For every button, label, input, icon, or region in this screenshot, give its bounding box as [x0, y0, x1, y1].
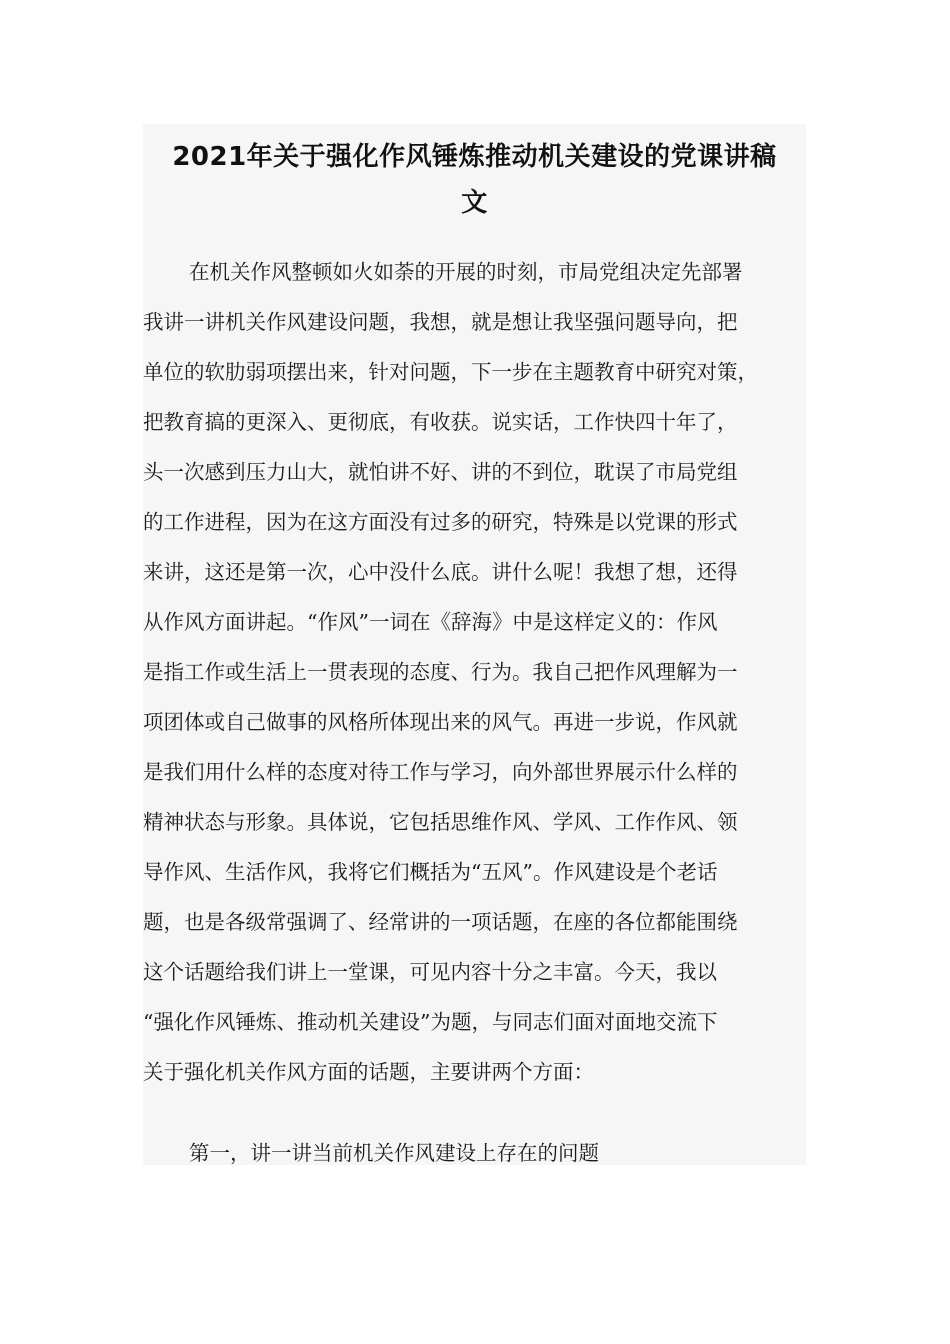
- paragraph-line: 从作风方面讲起。“作风”一词在《辞海》中是这样定义的：作风: [143, 610, 718, 634]
- title-line-2: 文: [461, 188, 488, 218]
- paragraph-line: 这个话题给我们讲上一堂课，可见内容十分之丰富。今天，我以: [143, 960, 717, 984]
- paragraph-line: 我讲一讲机关作风建设问题，我想，就是想让我坚强问题导向，把: [143, 310, 738, 334]
- paragraph-line: 把教育搞的更深入、更彻底，有收获。说实话，工作快四十年了，: [143, 410, 738, 434]
- document-body: [143, 258, 806, 1189]
- title-line-1: 2021年关于强化作风锤炼推动机关建设的党课讲稿: [172, 142, 777, 172]
- paragraph-line: “强化作风锤炼、推动机关建设”为题，与同志们面对面地交流下: [143, 1010, 718, 1034]
- paragraph-line: 在机关作风整顿如火如荼的开展的时刻，市局党组决定先部署: [189, 260, 743, 284]
- paragraph-line: 单位的软肋弱项摆出来，针对问题，下一步在主题教育中研究对策，: [143, 360, 758, 384]
- paragraph-line: 来讲，这还是第一次，心中没什么底。讲什么呢！我想了想，还得: [143, 560, 738, 584]
- document-page: [143, 124, 806, 1165]
- paragraph-line: 题，也是各级常强调了、经常讲的一项话题，在座的各位都能围绕: [143, 910, 738, 934]
- paragraph-line: 项团体或自己做事的风格所体现出来的风气。再进一步说，作风就: [143, 710, 738, 734]
- paragraph-line: 精神状态与形象。具体说，它包括思维作风、学风、工作作风、领: [143, 810, 738, 834]
- paragraph-line: 是指工作或生活上一贯表现的态度、行为。我自己把作风理解为一: [143, 660, 738, 684]
- paragraph-line: 头一次感到压力山大，就怕讲不好、讲的不到位，耽误了市局党组: [143, 460, 738, 484]
- paragraph-line: 导作风、生活作风，我将它们概括为“五风”。作风建设是个老话: [143, 860, 718, 884]
- document-title: [143, 124, 806, 226]
- paragraph-line: 是我们用什么样的态度对待工作与学习，向外部世界展示什么样的: [143, 760, 738, 784]
- paragraph-line: 关于强化机关作风方面的话题，主要讲两个方面：: [143, 1060, 594, 1084]
- paragraph-line: 的工作进程，因为在这方面没有过多的研究，特殊是以党课的形式: [143, 510, 738, 534]
- paragraph-gap: [143, 1108, 806, 1139]
- section-heading: 第一，讲一讲当前机关作风建设上存在的问题: [189, 1141, 599, 1165]
